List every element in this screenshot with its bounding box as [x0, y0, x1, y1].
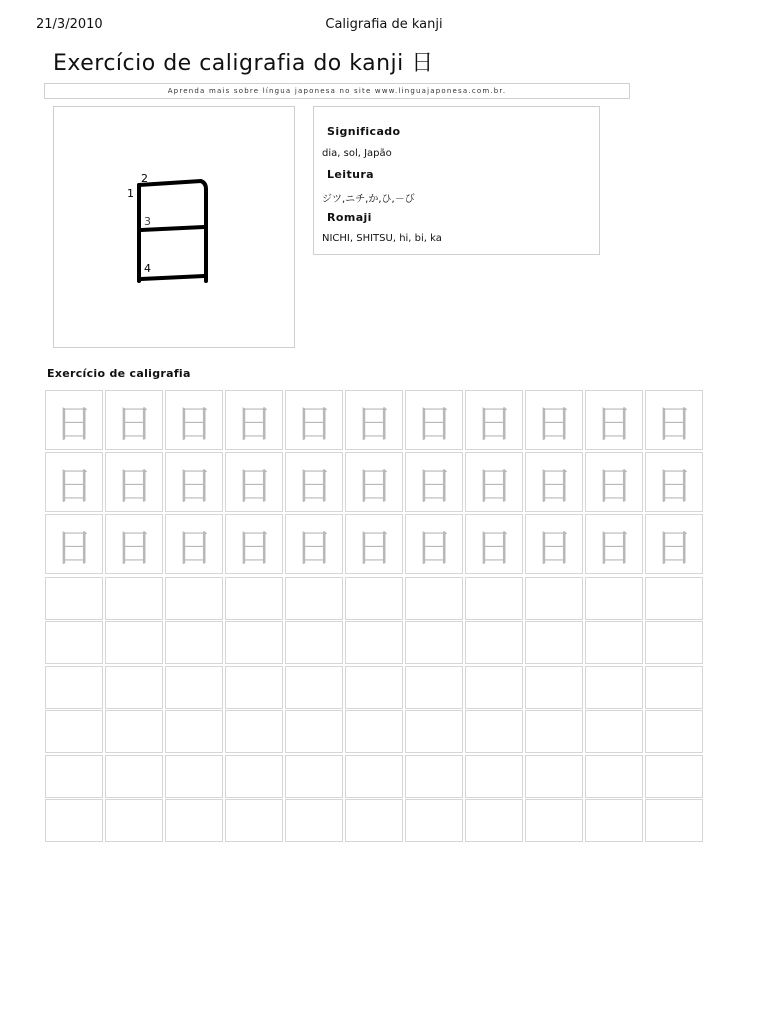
blank-cell [105, 666, 163, 709]
tracing-cell: 日 [345, 514, 403, 574]
tracing-cell: 日 [225, 452, 283, 512]
tracing-cell: 日 [105, 452, 163, 512]
blank-cell [225, 577, 283, 620]
tracing-cell: 日 [585, 514, 643, 574]
blank-cell [165, 666, 223, 709]
blank-cell [585, 577, 643, 620]
blank-cell [645, 799, 703, 842]
tracing-cell: 日 [525, 514, 583, 574]
blank-cell [165, 710, 223, 753]
blank-practice-row [45, 799, 703, 842]
blank-cell [285, 710, 343, 753]
blank-cell [525, 621, 583, 664]
tracing-cell: 日 [285, 452, 343, 512]
blank-cell [585, 799, 643, 842]
tracing-cell: 日 [45, 514, 103, 574]
stroke-4 [141, 276, 204, 279]
tracing-cell: 日 [465, 452, 523, 512]
blank-cell [405, 577, 463, 620]
blank-cell [465, 621, 523, 664]
blank-cell [165, 799, 223, 842]
blank-cell [285, 755, 343, 798]
blank-cell [525, 577, 583, 620]
blank-cell [225, 799, 283, 842]
blank-cell [345, 621, 403, 664]
blank-practice-row [45, 755, 703, 798]
blank-cell [645, 755, 703, 798]
blank-cell [45, 710, 103, 753]
blank-cell [285, 621, 343, 664]
blank-practice-row [45, 710, 703, 753]
tracing-cell: 日 [585, 452, 643, 512]
blank-cell [465, 666, 523, 709]
blank-cell [165, 755, 223, 798]
blank-cell [405, 755, 463, 798]
blank-cell [285, 799, 343, 842]
tracing-cell: 日 [645, 390, 703, 450]
blank-cell [45, 621, 103, 664]
meaning-label: Significado [327, 125, 401, 138]
blank-cell [645, 710, 703, 753]
tracing-cell: 日 [585, 390, 643, 450]
tracing-cell: 日 [105, 390, 163, 450]
blank-cell [285, 666, 343, 709]
blank-cell [105, 799, 163, 842]
tracing-cell: 日 [405, 390, 463, 450]
tracing-cell: 日 [165, 390, 223, 450]
tracing-cell: 日 [105, 514, 163, 574]
blank-cell [285, 577, 343, 620]
tracing-cell: 日 [525, 390, 583, 450]
blank-cell [645, 621, 703, 664]
tracing-cell: 日 [225, 514, 283, 574]
blank-cell [585, 666, 643, 709]
reading-label: Leitura [327, 168, 374, 181]
blank-cell [45, 755, 103, 798]
blank-cell [225, 755, 283, 798]
blank-cell [345, 799, 403, 842]
print-date: 21/3/2010 [36, 17, 103, 32]
tracing-cell: 日 [405, 452, 463, 512]
blank-cell [585, 755, 643, 798]
blank-cell [645, 577, 703, 620]
romaji-value: NICHI, SHITSU, hi, bi, ka [322, 233, 442, 244]
blank-cell [225, 621, 283, 664]
blank-cell [45, 666, 103, 709]
stroke-order-diagram [53, 106, 295, 348]
stroke-number-2: 2 [141, 172, 148, 185]
blank-cell [345, 755, 403, 798]
blank-cell [105, 755, 163, 798]
tracing-cell: 日 [45, 390, 103, 450]
page-title: Exercício de caligrafia do kanji 日 [53, 51, 434, 76]
blank-cell [465, 799, 523, 842]
tracing-cell: 日 [465, 514, 523, 574]
blank-cell [405, 621, 463, 664]
blank-cell [345, 666, 403, 709]
blank-cell [45, 799, 103, 842]
blank-cell [105, 577, 163, 620]
guided-practice-row [45, 390, 703, 450]
tracing-cell: 日 [165, 452, 223, 512]
blank-cell [225, 666, 283, 709]
romaji-label: Romaji [327, 211, 372, 224]
blank-cell [525, 666, 583, 709]
blank-cell [525, 710, 583, 753]
blank-cell [525, 755, 583, 798]
guided-practice-row [45, 514, 703, 574]
kanji-info-box [313, 106, 600, 255]
tracing-cell: 日 [405, 514, 463, 574]
tracing-cell: 日 [525, 452, 583, 512]
blank-practice-row [45, 666, 703, 709]
blank-cell [165, 621, 223, 664]
blank-cell [585, 710, 643, 753]
blank-cell [525, 799, 583, 842]
tracing-cell: 日 [645, 452, 703, 512]
blank-cell [165, 577, 223, 620]
blank-cell [405, 799, 463, 842]
blank-cell [45, 577, 103, 620]
blank-cell [105, 621, 163, 664]
guided-practice-row [45, 452, 703, 512]
blank-cell [405, 666, 463, 709]
blank-cell [465, 710, 523, 753]
tracing-cell: 日 [45, 452, 103, 512]
kanji-stroke-drawing [54, 107, 294, 347]
blank-cell [345, 577, 403, 620]
tracing-cell: 日 [345, 452, 403, 512]
blank-cell [345, 710, 403, 753]
tracing-cell: 日 [285, 514, 343, 574]
print-header-title: Caligrafia de kanji [325, 17, 443, 32]
blank-cell [465, 755, 523, 798]
site-banner: Aprenda mais sobre língua japonesa no site www.linguajaponesa.com.br. [44, 83, 630, 99]
practice-heading: Exercício de caligrafia [47, 367, 191, 380]
tracing-cell: 日 [345, 390, 403, 450]
blank-cell [465, 577, 523, 620]
tracing-cell: 日 [225, 390, 283, 450]
blank-cell [105, 710, 163, 753]
blank-cell [645, 666, 703, 709]
blank-cell [225, 710, 283, 753]
blank-practice-row [45, 621, 703, 664]
tracing-cell: 日 [645, 514, 703, 574]
tracing-cell: 日 [285, 390, 343, 450]
blank-cell [405, 710, 463, 753]
blank-cell [585, 621, 643, 664]
stroke-number-4: 4 [144, 262, 151, 275]
meaning-value: dia, sol, Japão [322, 148, 392, 159]
tracing-cell: 日 [465, 390, 523, 450]
tracing-cell: 日 [165, 514, 223, 574]
stroke-number-3: 3 [144, 215, 151, 228]
reading-value: ジツ,ニチ,か,ひ,－び [322, 194, 415, 205]
stroke-number-1: 1 [127, 187, 134, 200]
blank-practice-row [45, 577, 703, 620]
